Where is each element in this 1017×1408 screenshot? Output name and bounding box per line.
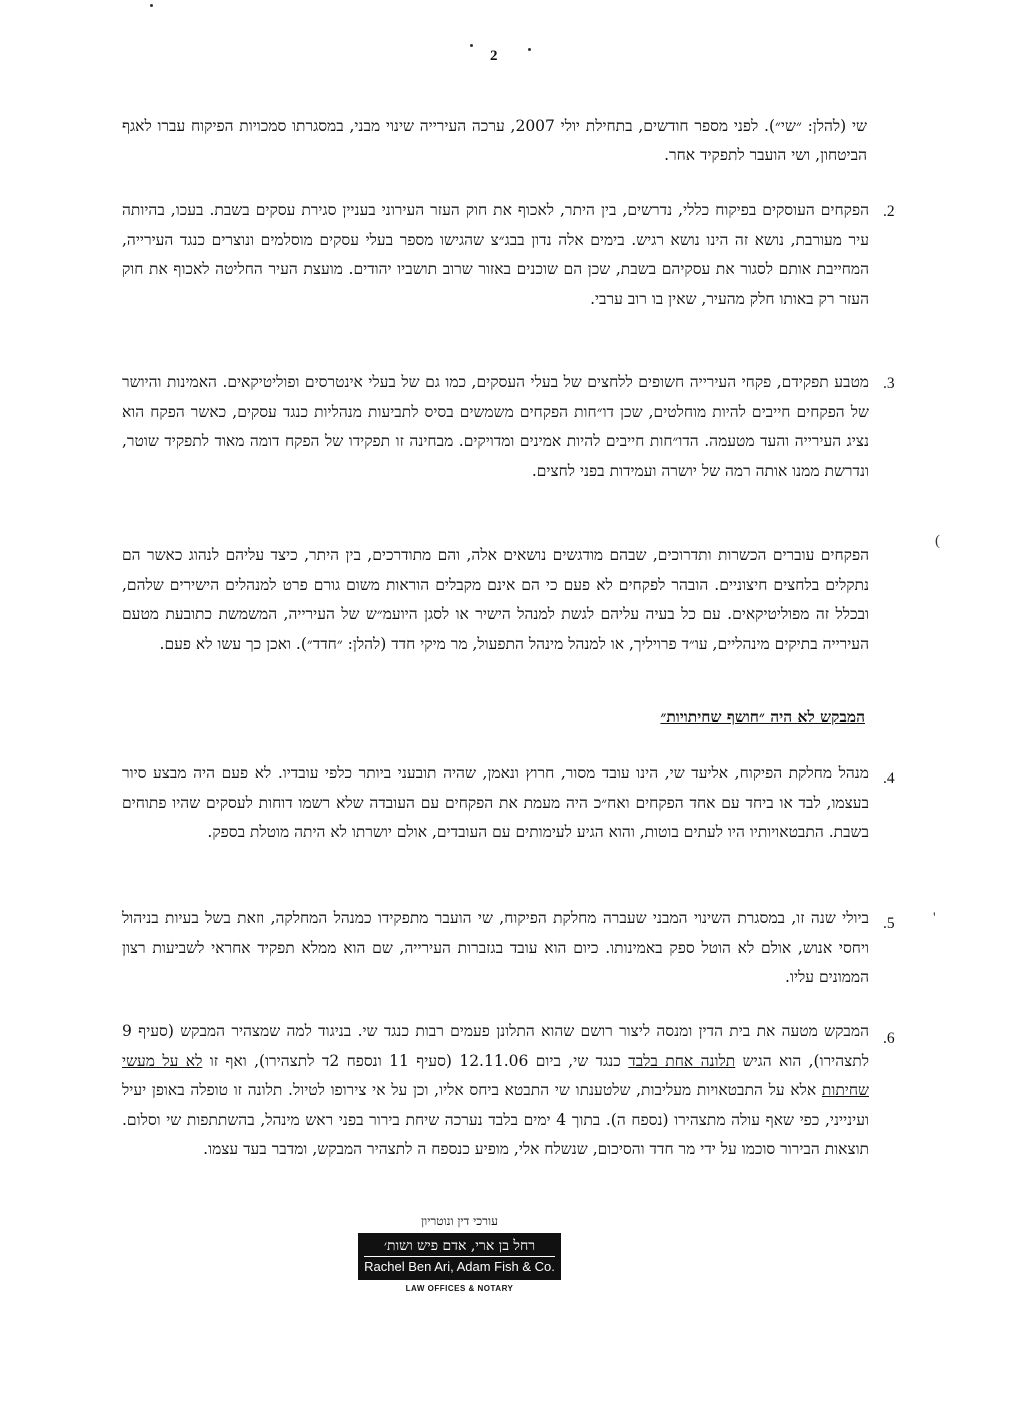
stamp-hebrew-name: רחל בן ארי, אדם פיש ושות׳: [364, 1236, 555, 1257]
stamp-box: [358, 1233, 561, 1280]
law-office-stamp: [352, 1214, 567, 1293]
paragraph-6-part3: אלא על התבטאויות מעליבות, שלטענתו שי התבטא ביחס אליו, וכן על אי צירופו לטיול. תלונה זו טופלה באופן יעיל ועינייני, כפי שאף עולה מתצהירו (נספח ה). בתוך 4 ימים בלבד נערכה שיחת בירור בפני ראש מינהל, בהשתתפות שי וסלום. תוצאות הבירור סוכמו על ידי מר חדד והסיכום, שנשלח אלי, מופיע כנספח ה לתצהיר המבקש, ומדבר בעד עצמו.: [122, 1081, 869, 1158]
paragraph-number: .6: [883, 1030, 895, 1047]
stamp-bottom-line: LAW OFFICES & NOTARY: [405, 1284, 514, 1293]
paragraph-number: .5: [883, 915, 895, 932]
intro-text: שי (להלן: ״שי״). לפני מספר חודשים, בתחילת יולי 2007, ערכה העירייה שינוי מבני, במסגרתו סמכויות הפיקוח עברו לאגף הביטחון, ושי הועבר לתפקיד אחר.: [122, 117, 867, 164]
paragraph-2: הפקחים העוסקים בפיקוח כללי, נדרשים, בין היתר, לאכוף את חוק העזר העירוני בעניין סגירת עסקים בשבת. בעכו, בהיותה עיר מעורבת, נושא זה הינו נושא רגיש. בימים אלה נדון בבג״צ שהגישו מספר בעלי עסקים מוסלמים ונוצרים כנגד העירייה, המחייבת אותם לסגור את עסקיהם בשבת, שכן הם שוכנים באזור שרוב תושביו יהודים. מועצת העיר החליטה לאכוף את חוק העזר רק באותו חלק מהעיר, שאין בו רוב ערבי.: [122, 201, 869, 308]
paragraph-6-part2: כנגד שי, ביום 12.11.06 (סעיף 11 ונספח 2ד לתצהירו), ואף זו: [202, 1051, 629, 1070]
paragraph-3: מטבע תפקידם, פקחי העירייה חשופים ללחצים של בעלי העסקים, כמו גם של בעלי אינטרסים ופוליטיקאים. האמינות והיושר של הפקחים חייבים להיות מוחלטים, שכן דו״חות הפקחים משמשים בסיס לתביעות מנהליות כנגד עסקים, כאשר הפקח הוא נציג העירייה והעד מטעמה. הדו״חות חייבים להיות אמינים ומדויקים. מבחינה זו תפקידו של הפקח דומה מאוד לתפקיד שוטר, ונדרשת ממנו אותה רמה של יושרה ועמידות בפני לחצים.: [122, 373, 869, 480]
margin-tick-mark: ': [933, 910, 936, 926]
section-heading: המבקש לא היה ״חושף שחיתויות״: [660, 707, 865, 726]
paragraph-6-underline1: תלונה אחת בלבד: [628, 1051, 736, 1070]
intro-paragraph: [122, 112, 867, 170]
page-number: 2: [490, 48, 498, 64]
margin-paren-mark: (: [935, 533, 940, 549]
scan-speck: [470, 44, 473, 47]
paragraph-4: מנהל מחלקת הפיקוח, אליעד שי, הינו עובד מסור, חרוץ ונאמן, שהיה תובעני ביותר כלפי עובדיו. לא פעם היה מבצע סיור בעצמו, לבד או ביחד עם אחד הפקחים ואח״כ היה מעמת את הפקחים עם העובדה שלא רשמו דוחות לעסקים שהיו פתוחים בשבת. התבטאויותיו היו לעתים בוטות, והוא הגיע לעימותים עם העובדים, אולם יושרתו לא היתה מוטלת בספק.: [122, 764, 869, 841]
paragraph-6-part1: המבקש מטעה את בית הדין ומנסה ליצור רושם שהוא התלונן פעמים רבות כנגד שי. בניגוד למה שמצהיר המבקש (סעיף 9 לתצהירו), הוא הגיש: [122, 1022, 869, 1070]
paragraph-6: [122, 1017, 869, 1165]
paragraph-number: .3: [883, 375, 895, 392]
paragraph-unnumbered: הפקחים עוברים הכשרות ותדרוכים, שבהם מודגשים נושאים אלה, והם מתודרכים, בין היתר, כיצד עליהם לנהוג כאשר הם נתקלים בלחצים חיצוניים. הובהר לפקחים לא פעם כי הם אינם מקבלים הוראות משום גורם פרט למנהלים הישירים שלהם, ובכלל זה מפוליטיקאים. עם כל בעיה עליהם לגשת למנהל הישיר או לסגן היועמ״ש של העירייה, המשמשת כתובעת מטעם העירייה בתיקים מינהליים, עו״ד פרויליך, או למנהל מינהל התפעול, מר מיקי חדד (להלן: ״חדד״). ואכן כך עשו לא פעם.: [122, 546, 869, 653]
stamp-english-name: Rachel Ben Ari, Adam Fish & Co.: [364, 1259, 555, 1274]
scan-speck: [150, 4, 153, 7]
paragraph-6-underline2: לא על מעשי שחיתות: [122, 1051, 869, 1099]
scan-speck: [528, 48, 531, 51]
paragraph-5: ביולי שנה זו, במסגרת השינוי המבני שעברה מחלקת הפיקוח, שי הועבר מתפקידו כמנהל המחלקה, וזאת בשל בעיות בניהול ויחסי אנוש, אולם לא הוטל ספק באמינותו. כיום הוא עובד בגזברות העירייה, שם הוא ממלא תפקיד אחראי לשביעות רצון הממונים עליו.: [122, 909, 869, 986]
paragraph-number: .2: [883, 203, 895, 220]
paragraph-number: .4: [883, 770, 895, 787]
stamp-top-line: עורכי דין ונוטריון: [421, 1214, 498, 1228]
